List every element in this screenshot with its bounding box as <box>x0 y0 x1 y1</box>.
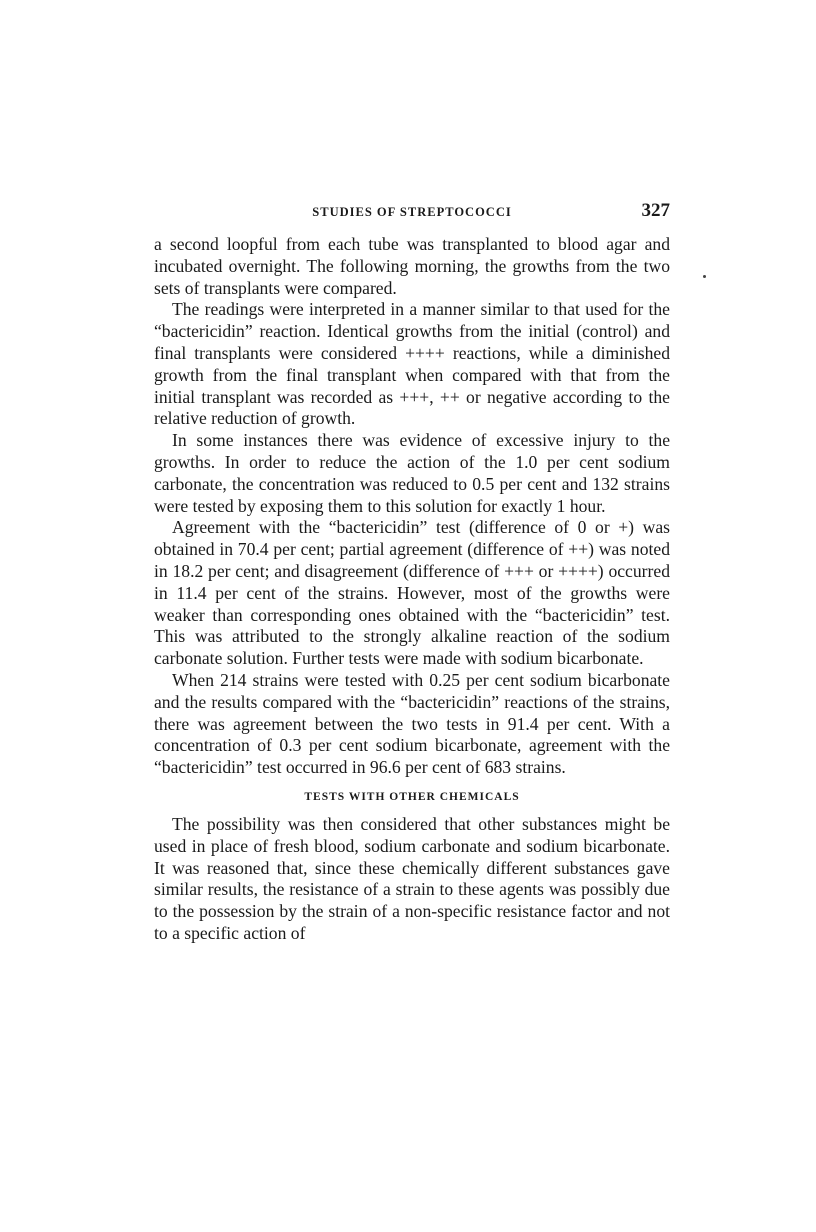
section-heading: TESTS WITH OTHER CHEMICALS <box>304 790 520 803</box>
margin-mark <box>703 275 706 278</box>
body-text <box>154 234 670 945</box>
paragraph-readings: The readings were interpreted in a manner similar to that used for the “bactericidin” reaction. Identical growths from the initial (control) and final transplants were considered ++++ reactions, while a diminished growth from the final transplant when compared with that from the initial transplant was recorded as +++, ++ or negative according to the relative reduction of growth. <box>154 299 670 429</box>
paragraph-continuation: a second loopful from each tube was transplanted to blood agar and incubated overnight. The following morning, the growths from the two sets of transplants were compared. <box>154 234 670 298</box>
paragraph-other-chemicals: The possibility was then considered that other substances might be used in place of fresh blood, sodium carbonate and sodium bicarbonate. It was reasoned that, since these chemically different substances gave similar results, the resistance of a strain to these agents was possibly due to the possession by the strain of a non-specific resistance factor and not to a specific action of <box>154 813 670 943</box>
paragraph-agreement: Agreement with the “bactericidin” test (difference of 0 or +) was obtained in 70.4 per cent; partial agreement (difference of ++) was noted in 18.2 per cent; and disagreement (difference of +++ or ++++) occurred in 11.4 per cent of the strains. However, most of the growths were weaker than corresponding ones obtained with the “bactericidin” test. This was attributed to the strongly alkaline reaction of the sodium carbonate solution. Further tests were made with sodium bicarbonate. <box>154 517 670 669</box>
paragraph-excessive-injury: In some instances there was evidence of excessive injury to the growths. In order to reduce the action of the 1.0 per cent sodium carbonate, the concentration was reduced to 0.5 per cent and 132 strains were tested by exposing them to this solution for exactly 1 hour. <box>154 430 670 516</box>
paragraph-bicarbonate: When 214 strains were tested with 0.25 per cent sodium bicarbonate and the results compared with the “bactericidin” reactions of the strains, there was agreement between the two tests in 91.4 per cent. With a concentration of 0.3 per cent sodium bicarbonate, agreement with the “bactericidin” test occurred in 96.6 per cent of 683 strains. <box>154 669 670 778</box>
document-page <box>154 200 670 945</box>
page-number: 327 <box>641 200 670 221</box>
running-head <box>154 200 670 234</box>
running-title: STUDIES OF STREPTOCOCCI <box>312 205 512 219</box>
